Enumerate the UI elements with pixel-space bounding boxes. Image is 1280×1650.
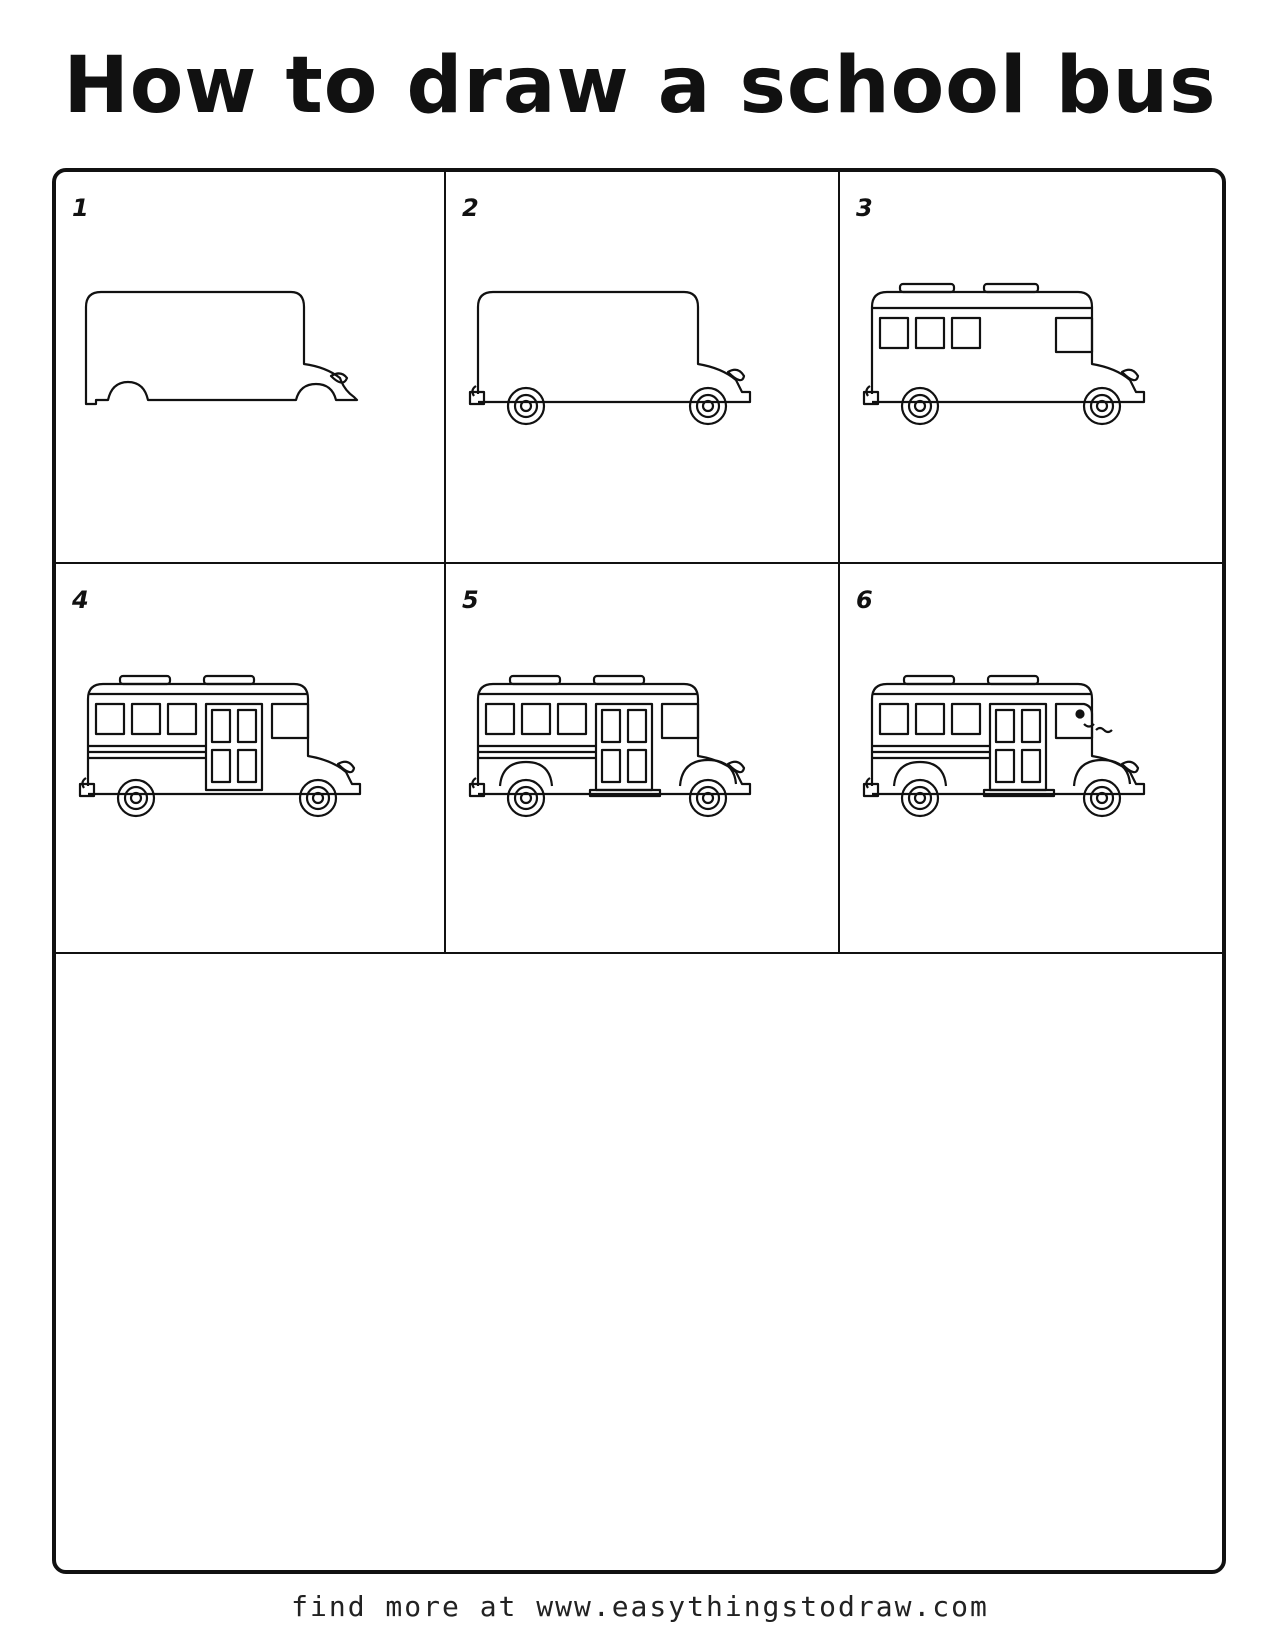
bus-with-windows-icon bbox=[860, 272, 1170, 432]
step-number: 1 bbox=[72, 194, 89, 222]
practice-area[interactable] bbox=[56, 954, 1222, 1570]
step-number: 4 bbox=[72, 586, 89, 614]
step-number: 6 bbox=[856, 586, 873, 614]
bus-with-door-icon bbox=[76, 664, 386, 824]
step-panel-2 bbox=[446, 172, 840, 564]
step-panel-4 bbox=[56, 564, 446, 954]
bus-outline-icon bbox=[76, 272, 376, 432]
step-number: 5 bbox=[462, 586, 479, 614]
step-number: 3 bbox=[856, 194, 873, 222]
drawing-grid bbox=[52, 168, 1226, 1574]
footer-link[interactable]: find more at www.easythingstodraw.com bbox=[291, 1590, 989, 1623]
bus-with-wheels-icon bbox=[466, 272, 776, 432]
bus-with-fenders-icon bbox=[466, 664, 776, 824]
step-panel-3 bbox=[840, 172, 1222, 564]
bus-with-face-icon bbox=[860, 664, 1170, 824]
step-panel-6 bbox=[840, 564, 1222, 954]
step-panel-1 bbox=[56, 172, 446, 564]
step-panel-5 bbox=[446, 564, 840, 954]
page-title: How to draw a school bus bbox=[63, 41, 1217, 131]
step-number: 2 bbox=[462, 194, 479, 222]
